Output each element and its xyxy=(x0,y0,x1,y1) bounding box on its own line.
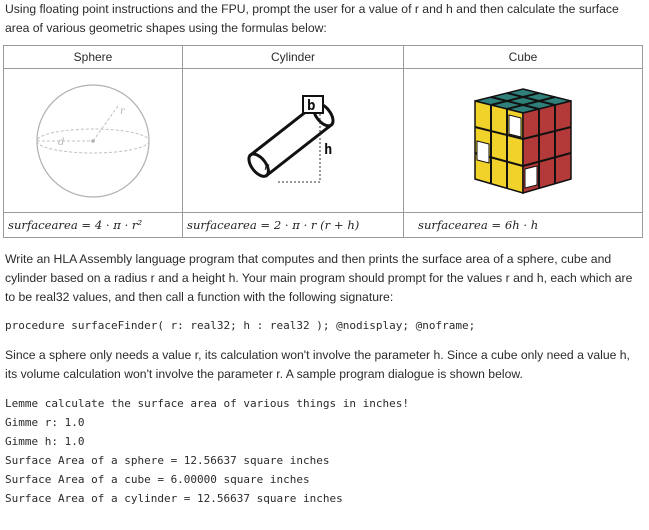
intro-paragraph: Using floating point instructions and the FPU, prompt the user for a value of r and h and then calculate the surface area of various geometric shapes using the formulas below: xyxy=(5,2,619,35)
formula-cube: surfacearea = 6h · h xyxy=(404,213,643,238)
dialogue-line: Surface Area of a sphere = 12.56637 square inches xyxy=(5,454,330,467)
rubiks-cube-figure xyxy=(463,81,583,201)
dialogue-line: Gimme h: 1.0 xyxy=(5,435,85,448)
shapes-table xyxy=(3,45,643,238)
formula-sphere: surfacearea = 4 · π · r² xyxy=(4,213,183,238)
cylinder-b-label: b xyxy=(307,97,316,114)
sphere-figure xyxy=(23,81,163,201)
sphere-d-label: d xyxy=(58,136,65,148)
cylinder-h-label: h xyxy=(324,141,333,158)
table-header-row xyxy=(4,46,643,69)
dialogue-line: Gimme r: 1.0 xyxy=(5,416,85,429)
cylinder-r-label: r xyxy=(264,161,269,173)
sphere-cell xyxy=(4,69,183,213)
description-paragraph: Write an HLA Assembly language program that computes and then prints the surface area of a sphere, cube and cylinder based on a radius r and a height h. Your main program should prompt for the values r and h, each which are to be real32 values, and then call a function with the following signature: xyxy=(5,252,633,304)
header-cube: Cube xyxy=(404,46,643,69)
cylinder-figure xyxy=(218,86,368,196)
dialogue-line: Lemme calculate the surface area of various things in inches! xyxy=(5,397,409,410)
cube-cell xyxy=(404,69,643,213)
dialogue-line: Surface Area of a cube = 6.00000 square inches xyxy=(5,473,310,486)
header-cylinder: Cylinder xyxy=(183,46,404,69)
table-image-row xyxy=(4,69,643,213)
cylinder-cell xyxy=(183,69,404,213)
note-paragraph: Since a sphere only needs a value r, its calculation won't involve the parameter h. Since a cube only need a value h, its volume calculation won't involve the parameter r. A sample program dialogue is shown below. xyxy=(5,348,630,381)
table-formula-row xyxy=(4,213,643,238)
header-sphere: Sphere xyxy=(4,46,183,69)
sphere-r-label: r xyxy=(120,105,125,117)
formula-cylinder: surfacearea = 2 · π · r (r + h) xyxy=(183,213,404,238)
dialogue-line: Surface Area of a cylinder = 12.56637 square inches xyxy=(5,492,343,505)
procedure-signature: procedure surfaceFinder( r: real32; h : real32 ); @nodisplay; @noframe; xyxy=(5,319,476,332)
